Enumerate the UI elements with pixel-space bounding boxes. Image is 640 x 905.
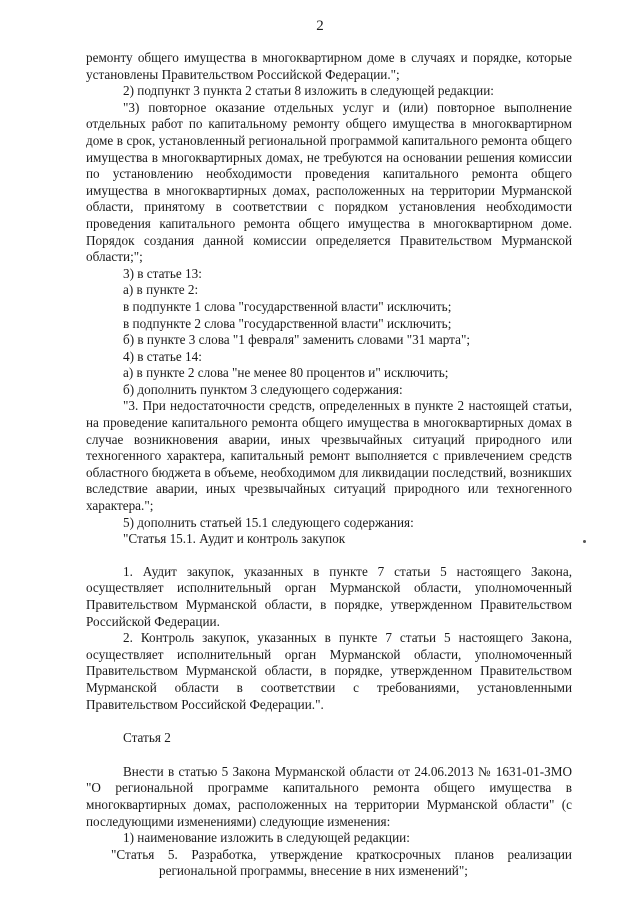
paragraph: 2. Контроль закупок, указанных в пункте 7 статьи 5 настоящего Закона, осуществляет исполнительный орган Мурманской области, уполномоченный Правительством Мурманской области, в порядке, утвержденном Правительством Мурманской области в соответствии с требованиями, установленными Правительством Российской Федерации.". xyxy=(86,630,572,712)
paragraph: а) в пункте 2: xyxy=(123,282,199,298)
paragraph: 3) в статье 13: xyxy=(123,265,202,281)
page-number: 2 xyxy=(316,18,324,34)
paragraph: в подпункте 1 слова "государственной власти" исключить; xyxy=(123,298,452,314)
paragraph: "3. При недостаточности средств, определенных в пункте 2 настоящей статьи, на проведение капитального ремонта общего имущества в многоквартирных домах в случае возникновения аварии, иных чрезвычайных ситуаций природного или техногенного характера, капитальный ремонт выполняется с привлечением средств областного бюджета в объеме, необходимом для ликвидации последствий, возникших вследствие аварии, иных чрезвычайных ситуаций природного или техногенного характера."; xyxy=(86,398,572,514)
paragraph: ремонту общего имущества в многоквартирном доме в случаях и порядке, которые установлены Правительством Российской Федерации."; xyxy=(86,50,572,82)
paragraph: "3) повторное оказание отдельных услуг и (или) повторное выполнение отдельных работ по капитальному ремонту общего имущества в многоквартирном доме в срок, установленный региональной программой капитального ремонта общего имущества в многоквартирных домах, не требуются на основании решения комиссии по установлению необходимости проведения капитального ремонта общего имущества в многоквартирных домах, расположенных на территории Мурманской области, принятому в соответствии с порядком установления необходимости проведения капитального ремонта общего имущества в многоквартирном доме. Порядок создания данной комиссии определяется Правительством Мурманской области;"; xyxy=(86,99,572,265)
paragraph: 4) в статье 14: xyxy=(123,348,202,364)
paragraph: 5) дополнить статьей 15.1 следующего содержания: xyxy=(123,514,414,530)
article-heading: "Статья 15.1. Аудит и контроль закупок xyxy=(123,531,346,547)
scan-speck xyxy=(583,540,586,543)
document-body xyxy=(86,50,572,880)
article-heading: Статья 2 xyxy=(123,730,171,746)
paragraph: 1. Аудит закупок, указанных в пункте 7 статьи 5 настоящего Закона, осуществляет исполнительный орган Мурманской области, уполномоченный Правительством Мурманской области, в порядке, утвержденном Правительством Российской Федерации. xyxy=(86,563,572,629)
paragraph: а) в пункте 2 слова "не менее 80 процентов и" исключить; xyxy=(123,365,449,381)
paragraph: Внести в статью 5 Закона Мурманской области от 24.06.2013 № 1631-01-ЗМО "О региональной программе капитального ремонта общего имущества в многоквартирных домах, расположенных на территории Мурманской области" (с последующими изменениями) следующие изменения: xyxy=(86,763,572,829)
paragraph: "Статья 5. Разработка, утверждение краткосрочных планов реализации региональной программы, внесение в них изменений"; xyxy=(111,846,572,879)
paragraph: в подпункте 2 слова "государственной власти" исключить; xyxy=(123,315,452,331)
paragraph: б) дополнить пунктом 3 следующего содержания: xyxy=(123,381,403,397)
paragraph: б) в пункте 3 слова "1 февраля" заменить словами "31 марта"; xyxy=(123,332,470,348)
paragraph: 1) наименование изложить в следующей редакции: xyxy=(123,830,410,846)
paragraph: 2) подпункт 3 пункта 2 статьи 8 изложить в следующей редакции: xyxy=(123,83,494,99)
